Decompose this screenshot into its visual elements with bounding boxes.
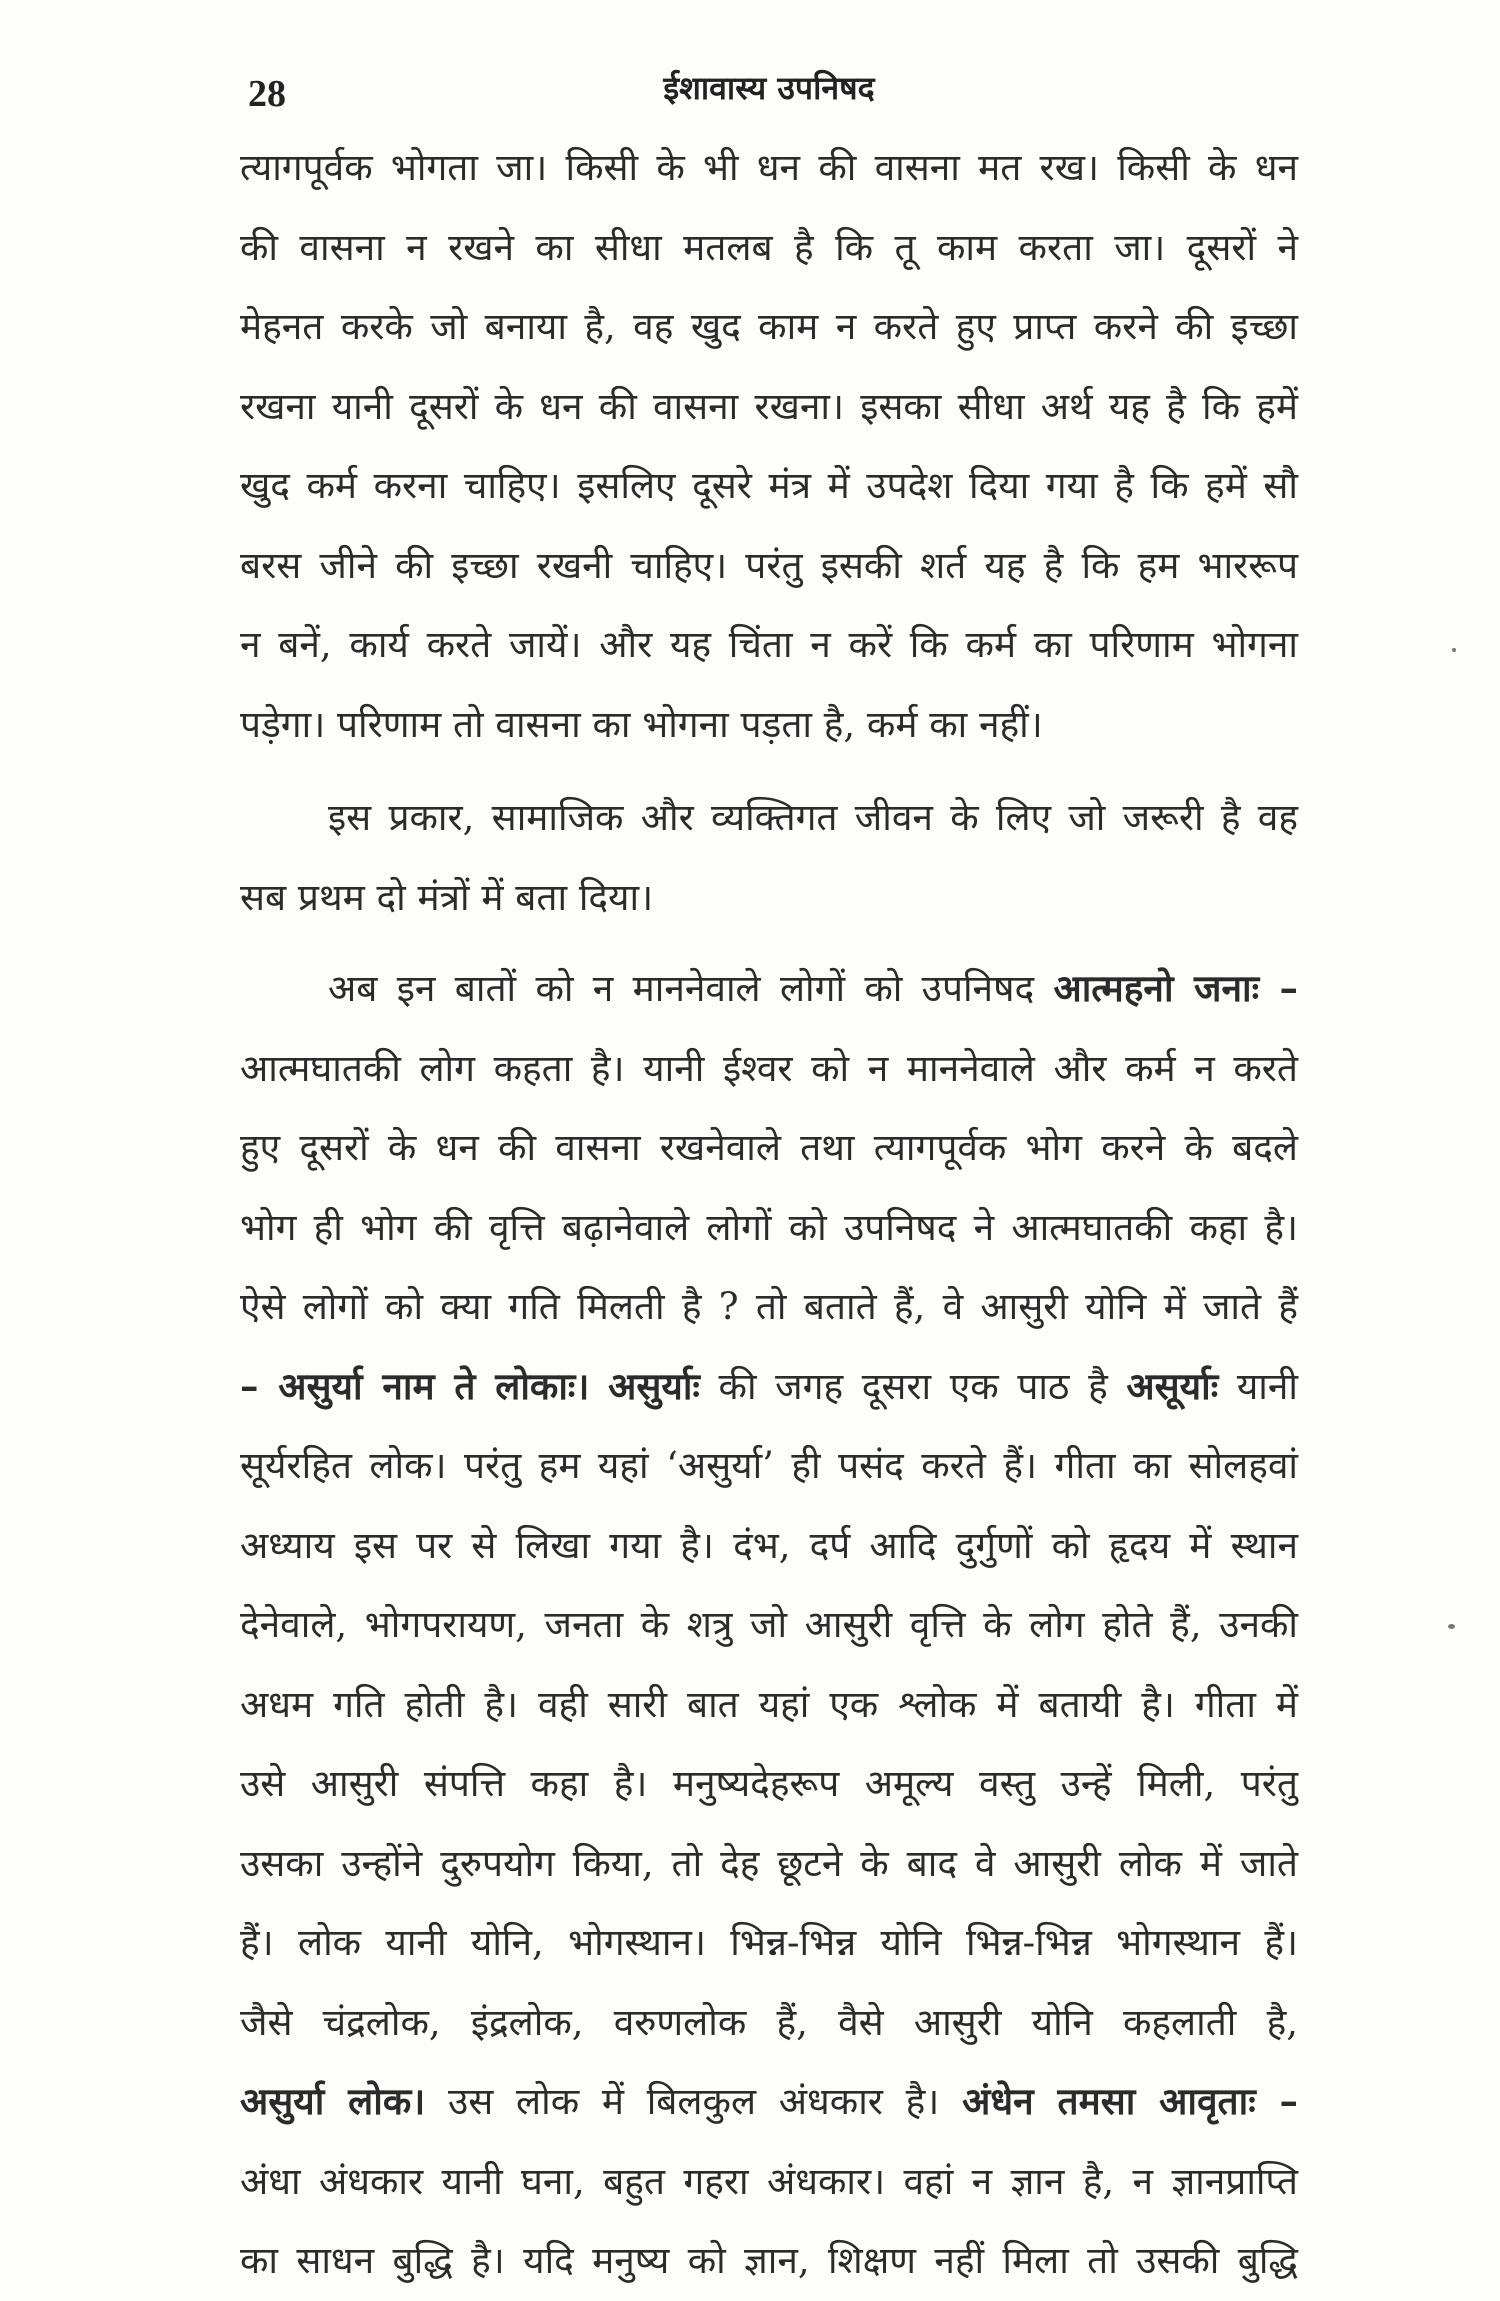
text-line: का साधन बुद्धि है। यदि मनुष्य को ज्ञान, शिक्षण नहीं मिला तो उसकी बुद्धि: [240, 2239, 1298, 2282]
sanskrit-quote: अंधेन तमसा आवृताः –: [962, 2079, 1299, 2123]
sanskrit-quote: असुर्याः: [608, 1363, 700, 1408]
text-line: ऐसे लोगों को क्या गति मिलती है ? तो बताते हैं, वे आसुरी योनि में जाते हैं: [240, 1285, 1298, 1328]
sanskrit-quote: – असुर्या नाम ते लोकाः।: [240, 1363, 590, 1408]
text-line: की वासना न रखने का सीधा मतलब है कि तू काम करता जा। दूसरों ने: [240, 225, 1298, 269]
sanskrit-quote: असुर्या लोक।: [240, 2079, 426, 2123]
text-line: मेहनत करके जो बनाया है, वह खुद काम न करते हुए प्राप्त करने की इच्छा: [240, 305, 1298, 348]
scan-speck: [1448, 1624, 1455, 1629]
text-line: भोग ही भोग की वृत्ति बढ़ानेवाले लोगों को उपनिषद ने आत्मघातकी कहा है।: [240, 1205, 1298, 1249]
text-line: अध्याय इस पर से लिखा गया है। दंभ, दर्प आदि दुर्गुणों को हृदय में स्थान: [240, 1523, 1298, 1567]
page-number: 28: [248, 73, 286, 115]
text-line: पड़ेगा। परिणाम तो वासना का भोगना पड़ता है, कर्म का नहीं।: [240, 702, 1043, 746]
text-line: अंधा अंधकार यानी घना, बहुत गहरा अंधकार। वहां न ज्ञान है, न ज्ञानप्राप्ति: [240, 2159, 1298, 2203]
text-span: अब इन बातों को न माननेवाले लोगों को उपनिषद: [328, 967, 1054, 1010]
paragraph-2: [240, 778, 1298, 937]
text-line: जैसे चंद्रलोक, इंद्रलोक, वरुणलोक हैं, वैसे आसुरी योनि कहलाती है,: [240, 2000, 1298, 2044]
text-line: हुए दूसरों के धन की वासना रखनेवाले तथा त्यागपूर्वक भोग करने के बदले: [240, 1126, 1298, 1169]
sanskrit-quote: आत्महनो जनाः –: [1053, 966, 1298, 1010]
text-line: [240, 2062, 1298, 2142]
body-text: [240, 128, 1298, 2301]
text-line: सब प्रथम दो मंत्रों में बता दिया।: [240, 875, 654, 919]
text-line: देनेवाले, भोगपरायण, जनता के शत्रु जो आसुरी वृत्ति के लोग होते हैं, उनकी: [240, 1603, 1298, 1646]
text-line: इस प्रकार, सामाजिक और व्यक्तिगत जीवन के लिए जो जरूरी है वह: [328, 796, 1298, 839]
scan-speck: [1452, 648, 1456, 652]
text-line: न बनें, कार्य करते जायें। और यह चिंता न करें कि कर्म का परिणाम भोगना: [240, 623, 1298, 666]
text-line: अधम गति होती है। वही सारी बात यहां एक श्लोक में बतायी है। गीता में: [240, 1682, 1298, 1726]
text-line: [240, 1347, 1298, 1427]
text-line: हैं। लोक यानी योनि, भोगस्थान। भिन्न-भिन्न योनि भिन्न-भिन्न भोगस्थान हैं।: [240, 1921, 1298, 1964]
text-line: रखना यानी दूसरों के धन की वासना रखना। इसका सीधा अर्थ यह है कि हमें: [240, 384, 1298, 428]
text-line: खुद कर्म करना चाहिए। इसलिए दूसरे मंत्र में उपदेश दिया गया है कि हमें सौ: [240, 464, 1298, 507]
text-line: उसे आसुरी संपत्ति कहा है। मनुष्यदेहरूप अमूल्य वस्तु उन्हें मिली, परंतु: [240, 1762, 1298, 1805]
text-line: सूर्यरहित लोक। परंतु हम यहां ‘असुर्या’ ही पसंद करते हैं। गीता का सोलहवां: [240, 1444, 1298, 1487]
paragraph-1: [240, 128, 1298, 764]
page-header: [240, 66, 1298, 122]
text-line: आत्मघातकी लोग कहता है। यानी ईश्वर को न माननेवाले और कर्म न करते: [240, 1046, 1298, 1090]
sanskrit-quote: असूर्याः: [1126, 1363, 1219, 1408]
text-line: बरस जीने की इच्छा रखनी चाहिए। परंतु इसकी शर्त यह है कि हम भाररूप: [240, 543, 1298, 587]
text-line: [240, 949, 1298, 1029]
paragraph-3: [240, 949, 1298, 2301]
text-span: उस लोक में बिलकुल अंधकार है।: [425, 2080, 963, 2123]
text-line: उसका उन्होंने दुरुपयोग किया, तो देह छूटने के बाद वे आसुरी लोक में जाते: [240, 1841, 1298, 1885]
text-line: त्यागपूर्वक भोगता जा। किसी के भी धन की वासना मत रख। किसी के धन: [240, 146, 1298, 189]
text-span: [589, 1365, 608, 1408]
running-title: ईशावास्य उपनिषद: [663, 69, 875, 107]
text-span: की जगह दूसरा एक पाठ है: [699, 1364, 1127, 1408]
text-span: यानी: [1218, 1364, 1298, 1408]
